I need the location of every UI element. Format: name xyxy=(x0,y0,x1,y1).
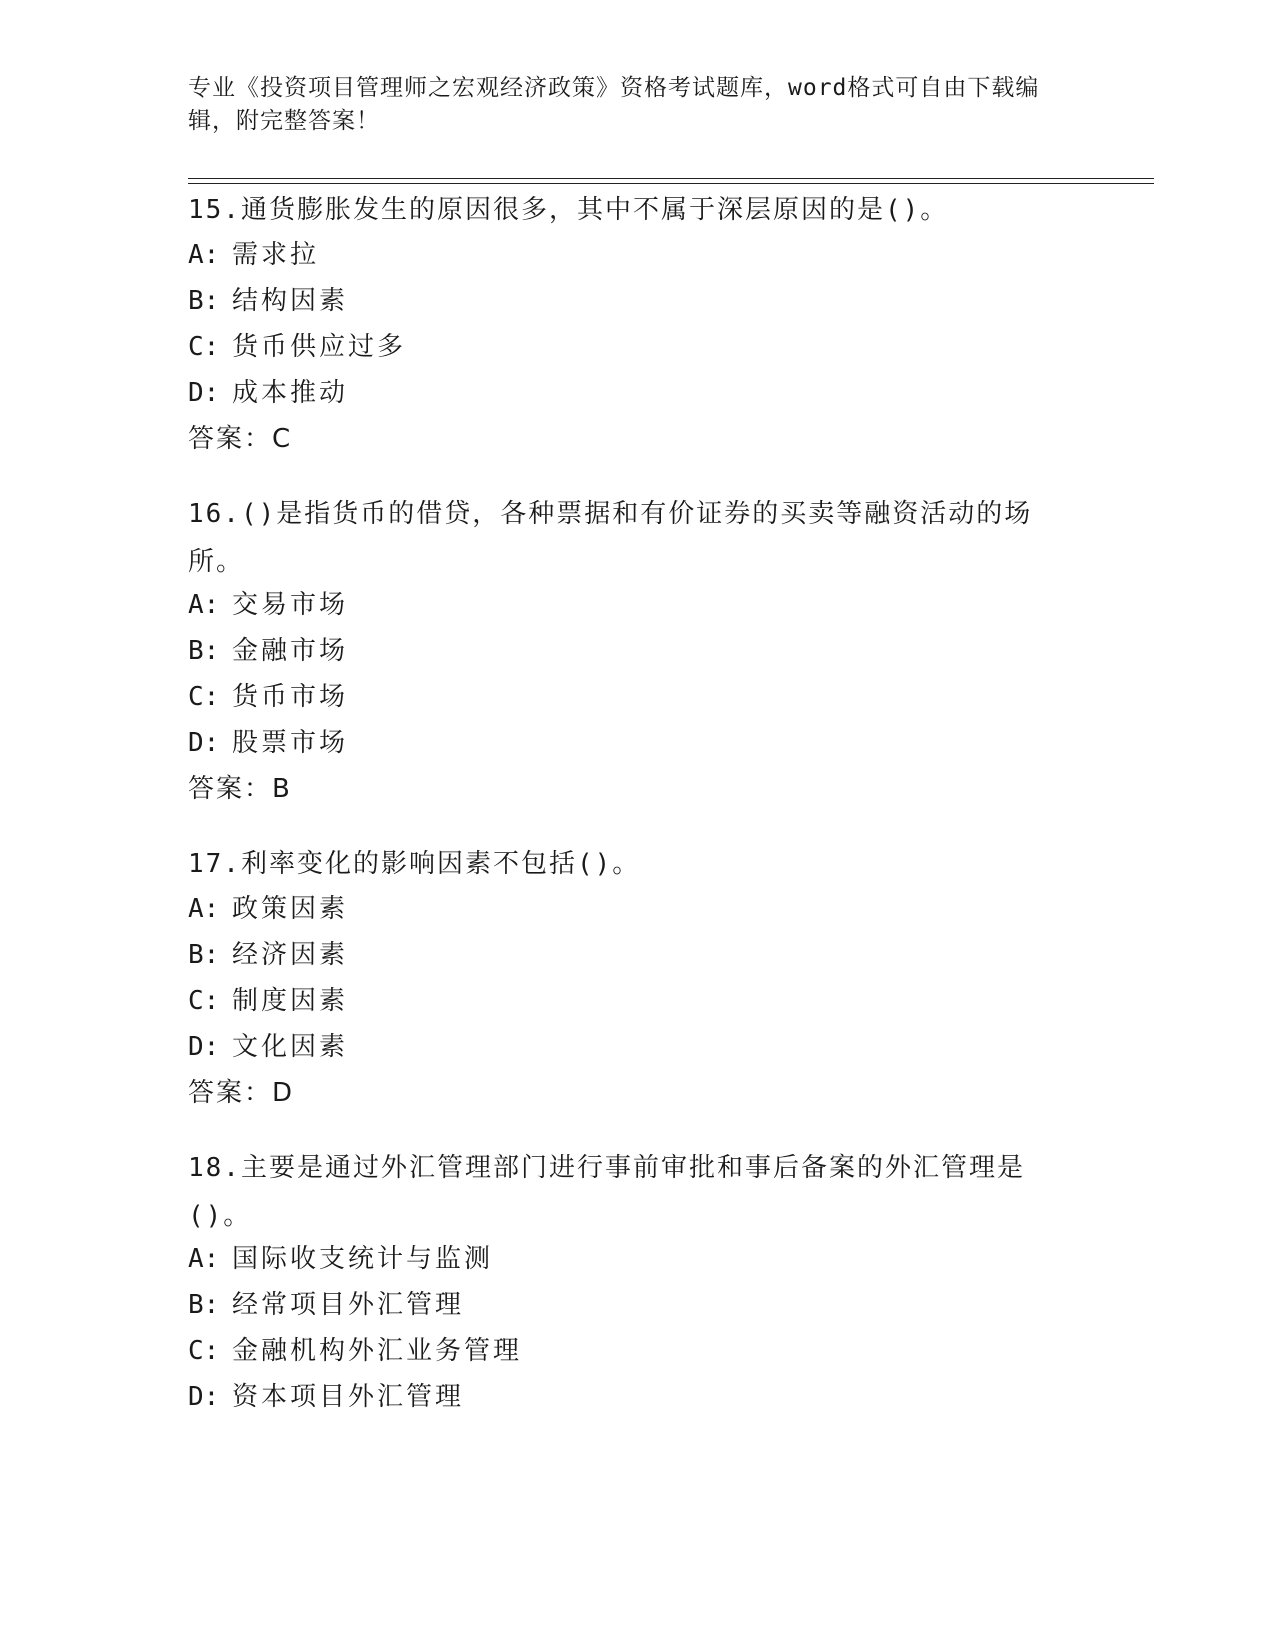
option-label: C: xyxy=(188,332,220,362)
option-text: 货币市场 xyxy=(232,682,349,712)
option-label: C: xyxy=(188,682,220,712)
option-d xyxy=(188,1024,1088,1070)
option-d xyxy=(188,1374,1088,1420)
option-text: 经常项目外汇管理 xyxy=(232,1290,465,1320)
option-c xyxy=(188,324,1088,370)
option-text: 资本项目外汇管理 xyxy=(232,1382,465,1412)
question-stem: 18.主要是通过外汇管理部门进行事前审批和事后备案的外汇管理是()。 xyxy=(188,1153,1025,1231)
option-b xyxy=(188,278,1088,324)
answer-line: 答案：D xyxy=(188,1078,295,1108)
document-header: 专业《投资项目管理师之宏观经济政策》资格考试题库，word格式可自由下载编辑，附完整答案！ xyxy=(188,75,1040,134)
option-c xyxy=(188,978,1088,1024)
option-label: D: xyxy=(188,1032,220,1062)
option-label: D: xyxy=(188,1382,220,1412)
option-text: 需求拉 xyxy=(232,240,320,270)
answer-line: 答案：B xyxy=(188,774,292,804)
question-15 xyxy=(188,186,1088,462)
option-label: A: xyxy=(188,894,220,924)
question-16 xyxy=(188,490,1088,812)
option-label: B: xyxy=(188,940,220,970)
question-stem: 16.()是指货币的借贷，各种票据和有价证券的买卖等融资活动的场所。 xyxy=(188,499,1033,577)
option-b xyxy=(188,1282,1088,1328)
option-text: 成本推动 xyxy=(232,378,349,408)
option-b xyxy=(188,932,1088,978)
option-label: B: xyxy=(188,286,220,316)
option-label: B: xyxy=(188,1290,220,1320)
option-label: B: xyxy=(188,636,220,666)
option-text: 政策因素 xyxy=(232,894,349,924)
option-d xyxy=(188,370,1088,416)
option-text: 货币供应过多 xyxy=(232,332,407,362)
answer-line: 答案：C xyxy=(188,424,293,454)
question-stem: 15.通货膨胀发生的原因很多，其中不属于深层原因的是()。 xyxy=(188,195,949,225)
option-text: 金融市场 xyxy=(232,636,349,666)
option-c xyxy=(188,1328,1088,1374)
question-17 xyxy=(188,840,1088,1116)
option-a xyxy=(188,886,1088,932)
option-label: D: xyxy=(188,378,220,408)
option-text: 制度因素 xyxy=(232,986,349,1016)
option-a xyxy=(188,1236,1088,1282)
option-text: 金融机构外汇业务管理 xyxy=(232,1336,523,1366)
option-label: A: xyxy=(188,1244,220,1274)
option-d xyxy=(188,720,1088,766)
option-text: 股票市场 xyxy=(232,728,349,758)
option-label: C: xyxy=(188,1336,220,1366)
option-label: D: xyxy=(188,728,220,758)
option-text: 国际收支统计与监测 xyxy=(232,1244,494,1274)
option-b xyxy=(188,628,1088,674)
option-text: 经济因素 xyxy=(232,940,349,970)
option-text: 交易市场 xyxy=(232,590,349,620)
header-divider-bottom xyxy=(188,183,1154,184)
header-divider-top xyxy=(188,178,1154,179)
question-18 xyxy=(188,1144,1088,1420)
option-label: C: xyxy=(188,986,220,1016)
option-text: 结构因素 xyxy=(232,286,349,316)
option-text: 文化因素 xyxy=(232,1032,349,1062)
option-c xyxy=(188,674,1088,720)
option-a xyxy=(188,232,1088,278)
option-label: A: xyxy=(188,590,220,620)
option-a xyxy=(188,582,1088,628)
option-label: A: xyxy=(188,240,220,270)
question-stem: 17.利率变化的影响因素不包括()。 xyxy=(188,849,641,879)
